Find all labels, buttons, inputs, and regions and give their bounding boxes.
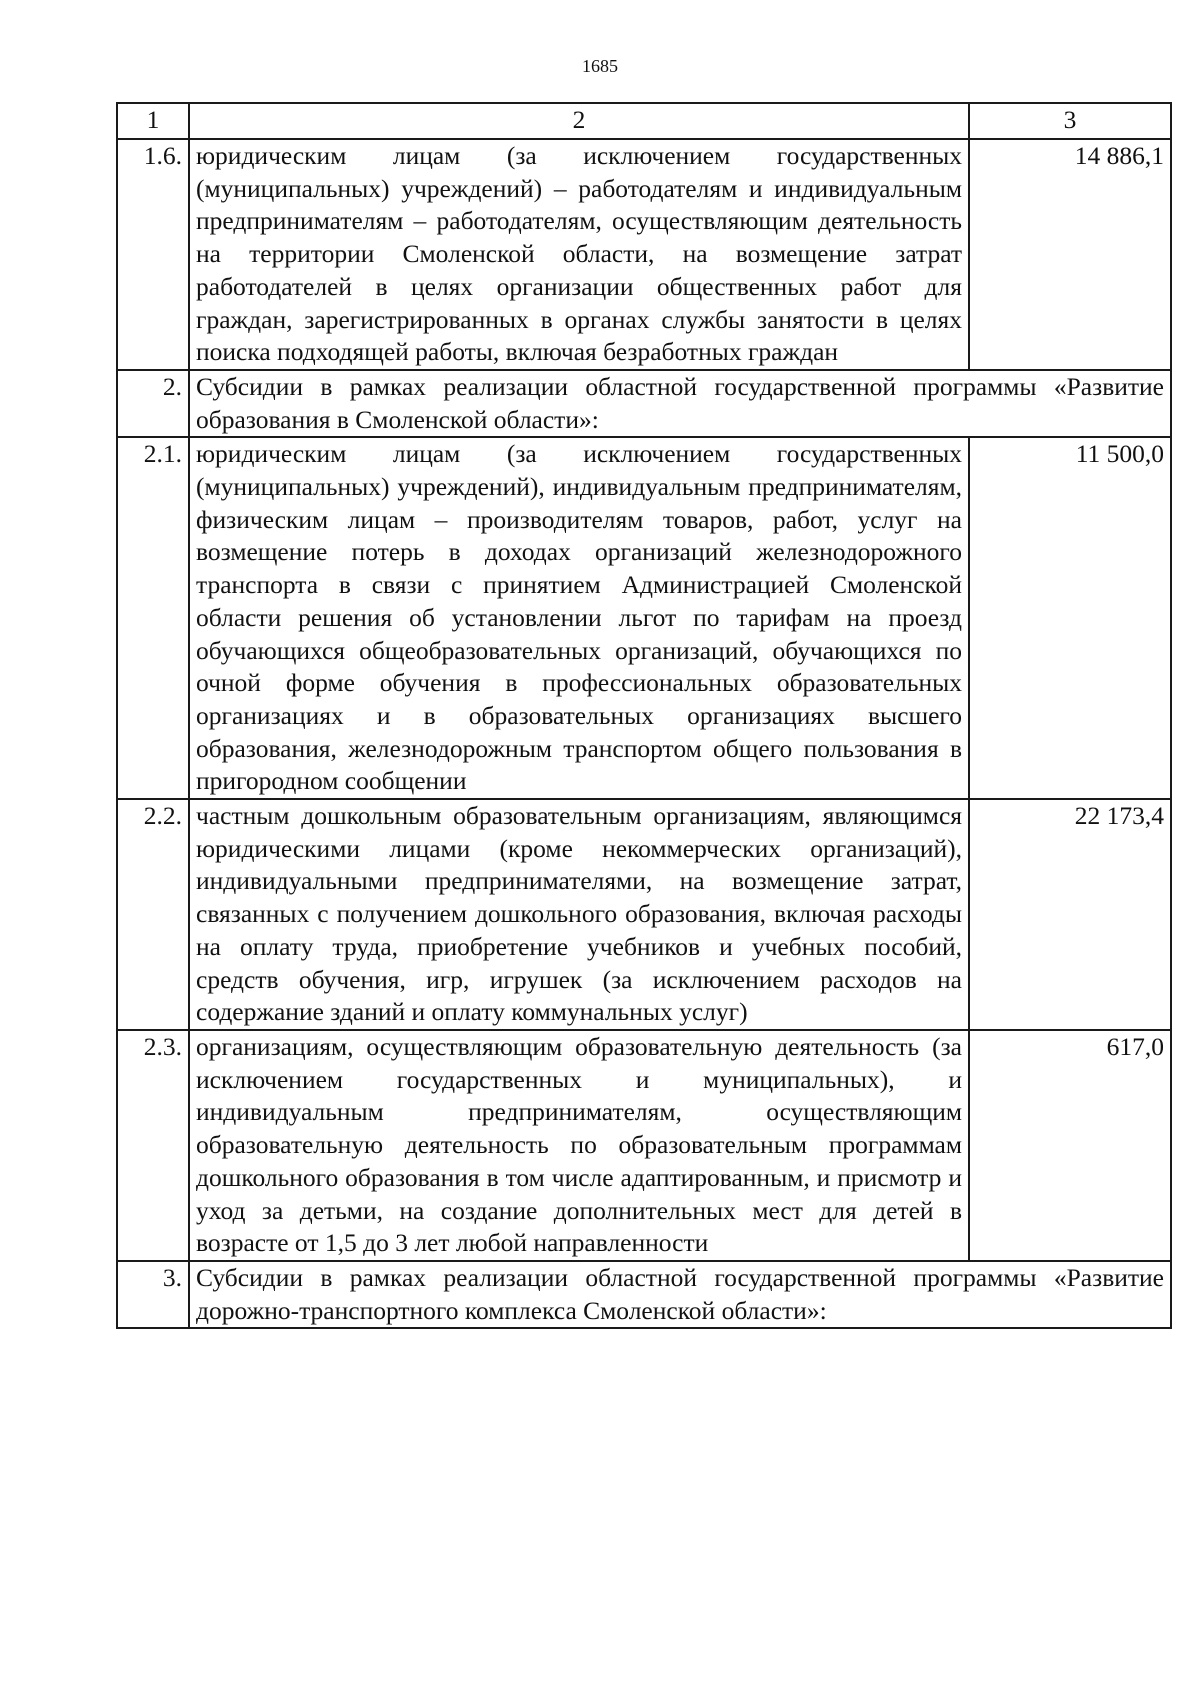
table-row [117, 1030, 1171, 1261]
table-row [117, 437, 1171, 799]
row-description: юридическим лицам (за исключением государственных (муниципальных) учреждений) – работодателям и индивидуальным предпринимателям – работодателям, осуществляющим деятельность на территории Смоленской области, на возмещение затрат работодателей в целях организации общественных работ для граждан, зарегистрированных в органах службы занятости в целях поиска подходящей работы, включая безработных граждан [189, 139, 969, 370]
row-number: 2.1. [117, 437, 189, 799]
row-description: организациям, осуществляющим образовательную деятельность (за исключением государственных и муниципальных), и индивидуальным предпринимателям, осуществляющим образовательную деятельность по образовательным программам дошкольного образования в том числе адаптированным, и присмотр и уход за детьми, на создание дополнительных мест для детей в возрасте от 1,5 до 3 лет любой направленности [189, 1030, 969, 1261]
section-number: 3. [117, 1261, 189, 1328]
row-amount: 22 173,4 [969, 799, 1171, 1030]
row-number: 2.3. [117, 1030, 189, 1261]
table-row [117, 139, 1171, 370]
section-title: Субсидии в рамках реализации областной государственной программы «Развитие образования в Смоленской области»: [189, 370, 1171, 437]
row-amount: 11 500,0 [969, 437, 1171, 799]
subsidy-table [116, 102, 1172, 1329]
table-row-section [117, 1261, 1171, 1328]
row-amount: 14 886,1 [969, 139, 1171, 370]
page-number: 1685 [582, 56, 618, 76]
table-row [117, 799, 1171, 1030]
table-header-row [117, 103, 1171, 139]
row-amount: 617,0 [969, 1030, 1171, 1261]
row-number: 1.6. [117, 139, 189, 370]
header-cell-3: 3 [969, 103, 1171, 139]
header-cell-2: 2 [189, 103, 969, 139]
row-description: юридическим лицам (за исключением государственных (муниципальных) учреждений), индивидуальным предпринимателям, физическим лицам – производителям товаров, работ, услуг на возмещение потерь в доходах организаций железнодорожного транспорта в связи с принятием Администрацией Смоленской области решения об установлении льгот по тарифам на проезд обучающихся общеобразовательных организаций, обучающихся по очной форме обучения в профессиональных образовательных организациях и в образовательных организациях высшего образования, железнодорожным транспортом общего пользования в пригородном сообщении [189, 437, 969, 799]
table-row-section [117, 370, 1171, 437]
section-number: 2. [117, 370, 189, 437]
row-number: 2.2. [117, 799, 189, 1030]
row-description: частным дошкольным образовательным организациям, являющимся юридическими лицами (кроме некоммерческих организаций), индивидуальными предпринимателями, на возмещение затрат, связанных с получением дошкольного образования, включая расходы на оплату труда, приобретение учебников и учебных пособий, средств обучения, игр, игрушек (за исключением расходов на содержание зданий и оплату коммунальных услуг) [189, 799, 969, 1030]
header-cell-1: 1 [117, 103, 189, 139]
section-title: Субсидии в рамках реализации областной государственной программы «Развитие дорожно-транспортного комплекса Смоленской области»: [189, 1261, 1171, 1328]
